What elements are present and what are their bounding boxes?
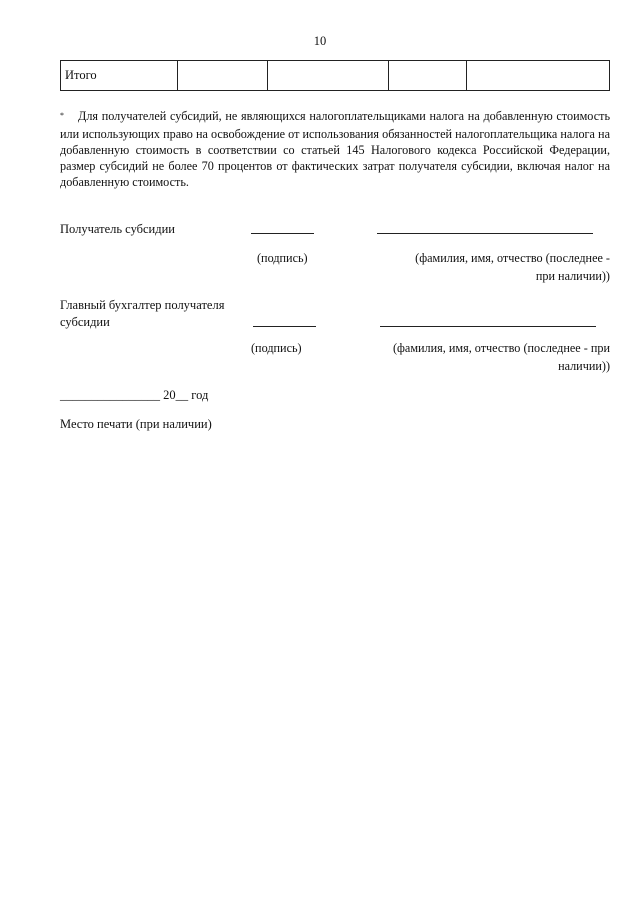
recipient-signature-caption: (подпись) <box>257 251 308 265</box>
recipient-name-caption-1: (фамилия, имя, отчество (последнее - <box>415 251 610 265</box>
table-cell <box>268 61 389 91</box>
table-cell <box>389 61 467 91</box>
accountant-name-caption-1: (фамилия, имя, отчество (последнее - при <box>392 341 610 355</box>
recipient-signature-line <box>251 233 314 234</box>
table-cell <box>178 61 268 91</box>
stamp-label: Место печати (при наличии) <box>60 417 212 431</box>
total-label-cell: Итого <box>61 61 178 91</box>
accountant-label-1: Главный бухгалтер получателя <box>60 298 225 312</box>
table-row <box>61 61 610 91</box>
recipient-label: Получатель субсидии <box>60 222 175 236</box>
totals-table <box>60 60 610 91</box>
footnote-text: Для получателей субсидий, не являющихся налогоплательщиками налога на добавленную стоимость или использующих право на освобождение от использования обязанностей налогоплательщика налога на добавленную стоимость в соответствии со статьей 145 Налогового кодекса Российской Федерации, размер субсидий не более 70 процентов от фактических затрат получателя субсидии, включая налог на добавленную стоимость. <box>60 109 610 189</box>
accountant-signature-line <box>253 326 316 327</box>
recipient-name-caption-2: при наличии)) <box>535 269 610 283</box>
recipient-name-line <box>377 233 593 234</box>
table-cell <box>467 61 610 91</box>
footnote-marker: * <box>60 111 64 120</box>
page-number: 10 <box>313 34 327 48</box>
accountant-label-2: субсидии <box>60 315 110 329</box>
accountant-name-line <box>380 326 596 327</box>
accountant-name-caption-2: наличии)) <box>558 359 610 373</box>
date-line: ________________ 20__ год <box>60 388 209 402</box>
accountant-signature-caption: (подпись) <box>251 341 302 355</box>
footnote <box>60 108 610 190</box>
